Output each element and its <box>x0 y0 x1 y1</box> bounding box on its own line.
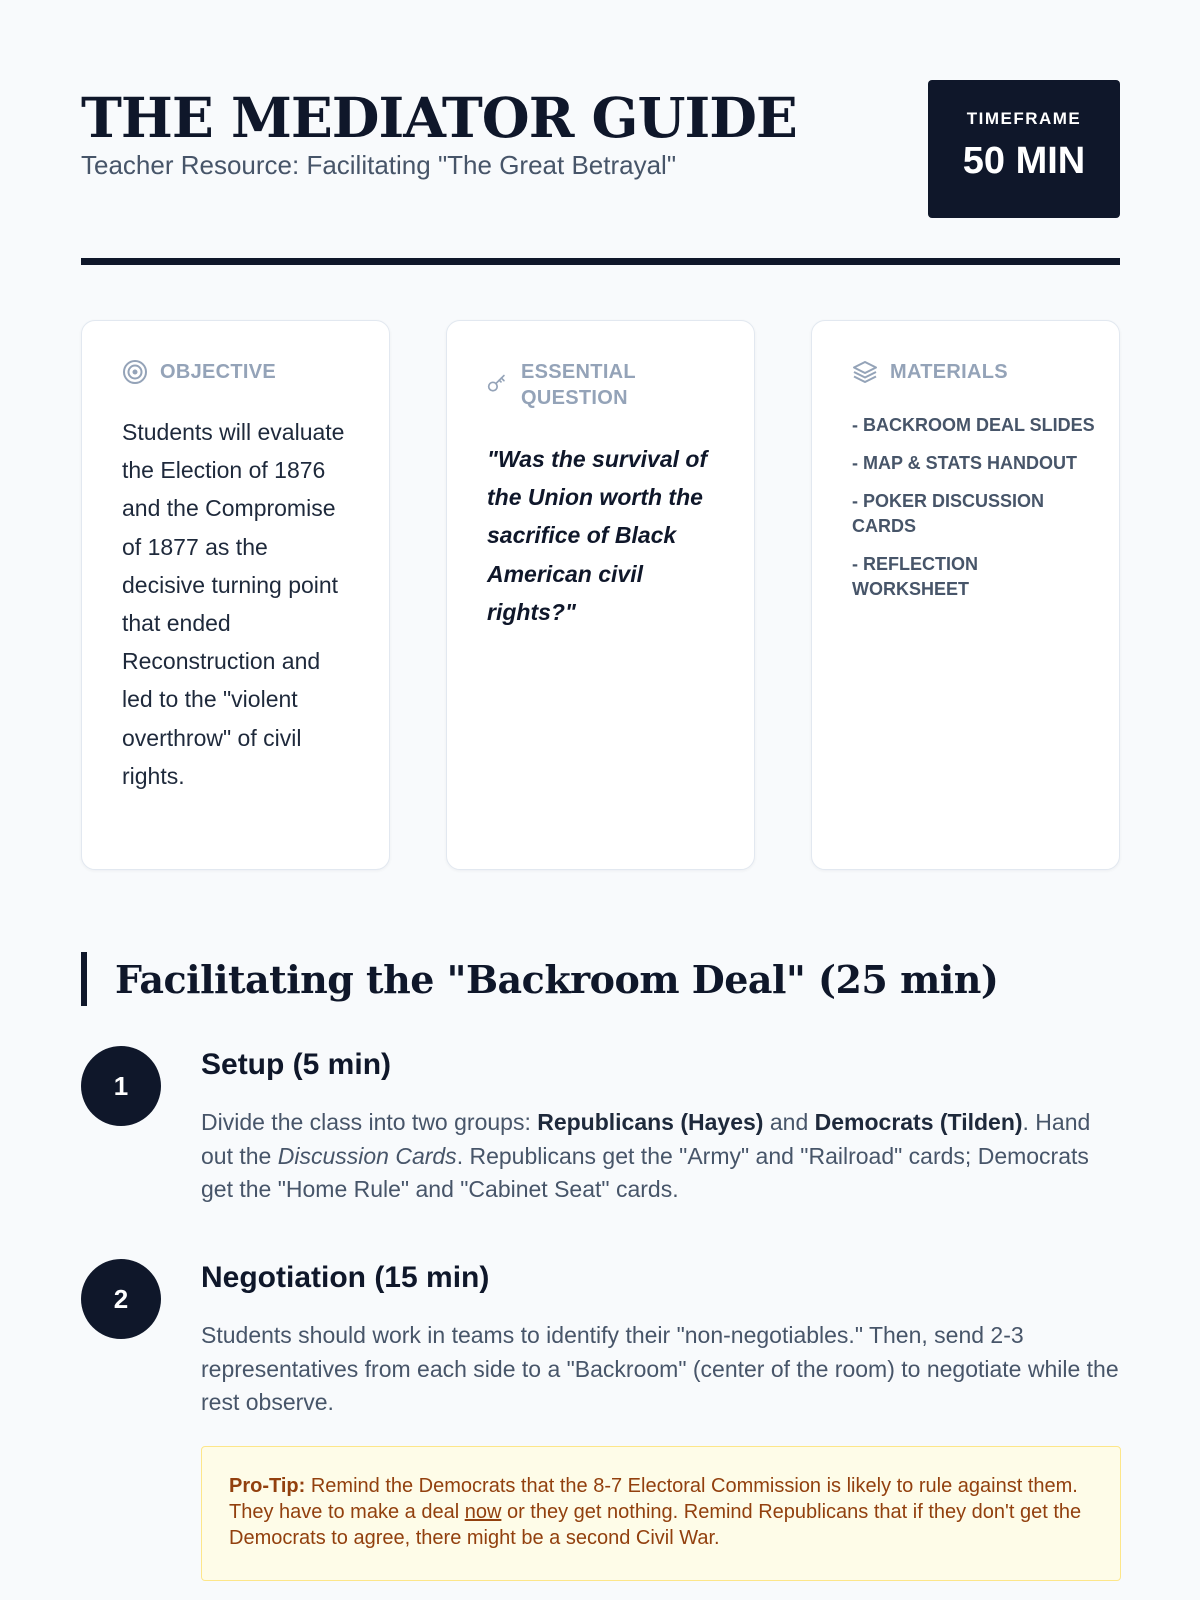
essential-question-text: "Was the survival of the Union worth the sacrifice of Black American civil rights?" <box>487 446 708 625</box>
target-icon <box>122 359 148 385</box>
materials-item: - MAP & STATS HANDOUT <box>852 453 1077 473</box>
step-text: Divide the class into two groups: <box>201 1109 538 1135</box>
objective-card-header <box>122 359 369 385</box>
objective-text: Students will evaluate the Election of 1876 and the Compromise of 1877 as the decisive turning point that ended Reconstruction and led to the "violent overthrow" of civil rights. <box>122 419 345 789</box>
materials-label: MATERIALS <box>890 361 1008 383</box>
objective-card <box>81 320 390 870</box>
essential-question-label: ESSENTIAL QUESTION <box>521 361 636 409</box>
page-header <box>81 80 1120 220</box>
materials-item: - REFLECTION WORKSHEET <box>852 554 978 599</box>
democrats-group-label: Democrats (Tilden) <box>814 1109 1023 1135</box>
objective-label: OBJECTIVE <box>160 361 277 383</box>
step-description: Students should work in teams to identify their "non-negotiables." Then, send 2-3 representatives from each side to a "Backroom" (center of the room) to negotiate while the rest observe. <box>201 1322 1119 1415</box>
pro-tip-callout <box>201 1446 1121 1581</box>
key-icon <box>487 373 509 395</box>
pro-tip-label: Pro-Tip: <box>229 1475 306 1497</box>
step-number-badge: 2 <box>81 1259 161 1339</box>
step-title: Negotiation (15 min) <box>201 1261 490 1294</box>
step-title: Setup (5 min) <box>201 1048 392 1081</box>
materials-card-header <box>852 359 1099 385</box>
materials-card <box>811 320 1120 870</box>
step-text: . Hand out the <box>201 1109 1091 1169</box>
section-heading <box>81 952 998 1006</box>
page-subtitle: Teacher Resource: Facilitating "The Great Betrayal" <box>81 150 677 180</box>
section-title: Facilitating the "Backroom Deal" (25 min) <box>115 956 999 1002</box>
timeframe-value: 50 MIN <box>962 140 1086 182</box>
timeframe-label: TIMEFRAME <box>966 109 1082 128</box>
page-title: THE MEDIATOR GUIDE <box>81 85 797 150</box>
step-number-badge: 1 <box>81 1046 161 1126</box>
timeframe-badge <box>928 80 1120 218</box>
pro-tip-text: or they get nothing. Remind Republicans that if they don't get the Democrats to agree, there might be a second Civil War. <box>229 1501 1082 1549</box>
materials-item: - BACKROOM DEAL SLIDES <box>852 415 1095 435</box>
pro-tip-emphasis: now <box>464 1501 502 1523</box>
republicans-group-label: Republicans (Hayes) <box>537 1109 764 1135</box>
discussion-cards-term: Discussion Cards <box>277 1142 457 1169</box>
essential-question-card-header <box>487 359 734 411</box>
header-divider <box>81 258 1120 265</box>
layers-icon <box>852 359 878 385</box>
materials-list <box>852 413 1099 615</box>
materials-item: - POKER DISCUSSION CARDS <box>852 491 1045 536</box>
step-text: . Republicans get the "Army" and "Railroad" cards; Democrats get the "Home Rule" and "Cabinet Seat" cards. <box>201 1142 1089 1202</box>
step-text: and <box>763 1109 815 1135</box>
step-description <box>201 1106 1121 1207</box>
essential-question-card <box>446 320 755 870</box>
pro-tip-text: Remind the Democrats that the 8-7 Electoral Commission is likely to rule against them. They have to make a deal <box>229 1475 1078 1523</box>
